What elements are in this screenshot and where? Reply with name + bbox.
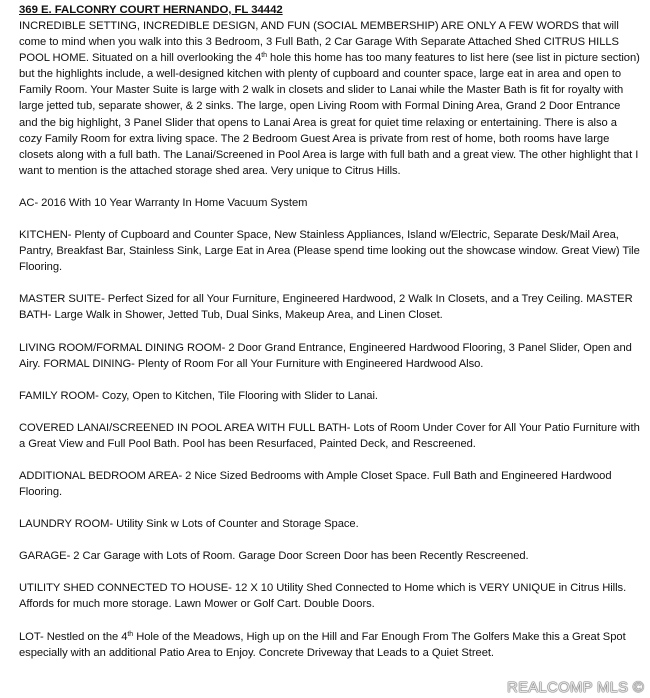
shed-paragraph: UTILITY SHED CONNECTED TO HOUSE- 12 X 10 Utility Shed Connected to Home which is VERY UNIQUE in Citrus Hills. Affords for much more storage. Lawn Mower or Golf Cart. Double Doors. xyxy=(19,582,627,611)
laundry-paragraph: LAUNDRY ROOM- Utility Sink w Lots of Counter and Storage Space. xyxy=(19,518,359,531)
family-room-paragraph: FAMILY ROOM- Cozy, Open to Kitchen, Tile Flooring with Slider to Lanai. xyxy=(19,389,378,402)
intro-text-b: hole this home has too many features to list here (see list in picture section) but the highlights include, a well-designed kitchen with plenty of cupboard and counter space, large eat in area and open to Family Room. Your Master Suite is large with 2 walk in closets and slider to Lanai while the Master Bath is fit for royalty with large jetted tub, separate shower, & 2 sinks. The large, open Living Room with Formal Dining Area, Grand 2 Door Entrance and the big highlight, 3 Panel Slider that opens to Lanai Area is great for quiet time relaxing or entertaining. There is also a cozy Family Room for extra living space. The 2 Bedroom Guest Area is private from rest of home, both rooms have large closets along with a full bath. The Lanai/Screened in Pool Area is large with full bath and a great view. The other highlight that I want to mention is the attached storage shed area. Very unique to Citrus Hills. xyxy=(19,52,640,177)
lanai-paragraph: COVERED LANAI/SCREENED IN POOL AREA WITH FULL BATH- Lots of Room Under Cover for All Your Patio Furniture with a Great View and Full Pool Bath. Pool has been Resurfaced, Painted Deck, and Rescreened. xyxy=(19,421,640,450)
lot-text-a: LOT- Nestled on the 4 xyxy=(19,630,128,643)
kitchen-paragraph: KITCHEN- Plenty of Cupboard and Counter Space, New Stainless Appliances, Island w/Electric, Separate Desk/Mail Area, Pantry, Breakfast Bar, Stainless Sink, Large Eat in Area (Please spend time looking out the showcase window. Great View) Tile Flooring. xyxy=(19,229,640,274)
mls-watermark: REALCOMP MLS © xyxy=(507,679,644,696)
bedroom-paragraph: ADDITIONAL BEDROOM AREA- 2 Nice Sized Bedrooms with Ample Closet Space. Full Bath and Engineered Hardwood Flooring. xyxy=(19,469,612,499)
master-suite-paragraph: MASTER SUITE- Perfect Sized for all Your Furniture, Engineered Hardwood, 2 Walk In Closets, and a Trey Ceiling. MASTER BATH- Large Walk in Shower, Jetted Tub, Dual Sinks, Makeup Area, and Linen Closet. xyxy=(19,293,633,322)
living-room-paragraph: LIVING ROOM/FORMAL DINING ROOM- 2 Door Grand Entrance, Engineered Hardwood Flooring, 3 Panel Slider, Open and Airy. FORMAL DINING- Plenty of Room For all Your Furniture with Engineered Hardwood Also. xyxy=(19,341,632,370)
garage-paragraph: GARAGE- 2 Car Garage with Lots of Room. Garage Door Screen Door has been Recently Rescreened. xyxy=(19,550,529,563)
intro-superscript: th xyxy=(261,52,267,60)
intro-paragraph xyxy=(19,18,640,179)
intro-text-a: INCREDIBLE SETTING, INCREDIBLE DESIGN, AND FUN (SOCIAL MEMBERSHIP) ARE ONLY A FEW WORDS that will come to mind when you walk into this 3 Bedroom, 3 Full Bath, 2 Car Garage With Separate Attached Shed CITRUS HILLS POOL HOME. Situated on a hill overlooking the 4 xyxy=(19,20,619,65)
property-address-title: 369 E. FALCONRY COURT HERNANDO, FL 34442 xyxy=(19,4,283,16)
lot-superscript: th xyxy=(127,630,134,638)
ac-paragraph: AC- 2016 With 10 Year Warranty In Home Vacuum System xyxy=(19,196,308,209)
lot-paragraph xyxy=(19,629,640,661)
lot-text-b: Hole of the Meadows, High up on the Hill and Far Enough From The Golfers Make this a Great Spot especially with an additional Patio Area to Enjoy. Concrete Driveway that Leads to a Quiet Street. xyxy=(19,630,626,659)
